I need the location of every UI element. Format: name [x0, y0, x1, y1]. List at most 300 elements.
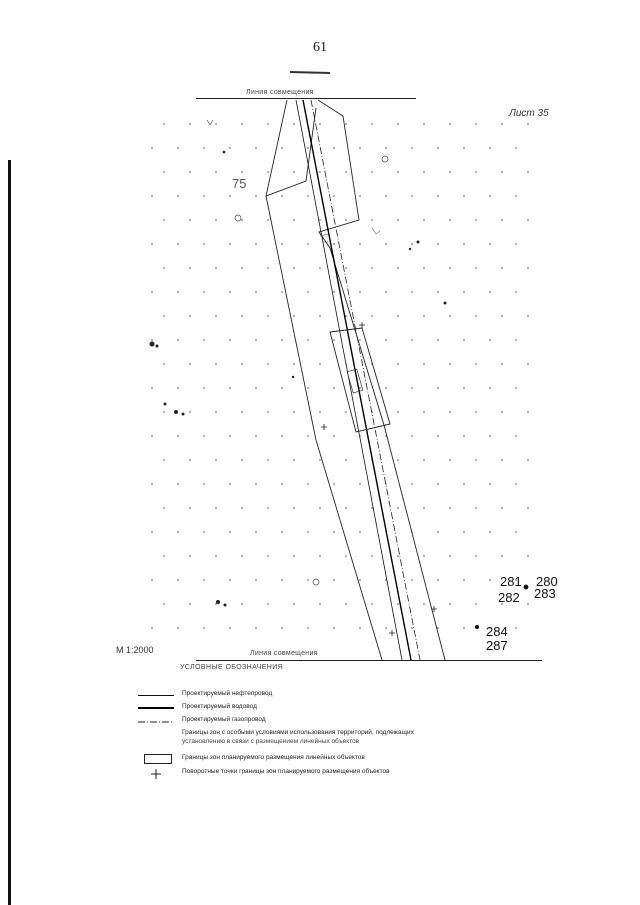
terrain-dot: [189, 267, 191, 269]
terrain-dot: [151, 387, 153, 389]
terrain-dot: [489, 339, 491, 341]
terrain-dot: [281, 387, 283, 389]
legend-label: Проектируемый газопровод: [182, 716, 266, 723]
terrain-dot: [255, 387, 257, 389]
terrain-dot: [163, 219, 165, 221]
terrain-dot: [449, 363, 451, 365]
terrain-dot: [177, 579, 179, 581]
terrain-dot: [359, 579, 361, 581]
terrain-dot: [527, 363, 529, 365]
terrain-dot: [437, 627, 439, 629]
terrain-dot: [449, 171, 451, 173]
terrain-dot: [189, 315, 191, 317]
terrain-dot: [397, 603, 399, 605]
terrain-dot: [203, 147, 205, 149]
legend-item-turning-points: [138, 767, 468, 779]
terrain-dot: [281, 483, 283, 485]
terrain-dot: [293, 315, 295, 317]
terrain-dot: [489, 243, 491, 245]
terrain-dot: [501, 123, 503, 125]
terrain-dot: [501, 267, 503, 269]
terrain-dot: [359, 195, 361, 197]
terrain-dot: [281, 147, 283, 149]
terrain-dot: [463, 627, 465, 629]
sheet-label: Лист 35: [509, 108, 549, 119]
terrain-dot: [267, 315, 269, 317]
terrain-dot: [527, 219, 529, 221]
terrain-dot: [463, 147, 465, 149]
terrain-dot: [411, 483, 413, 485]
terrain-dot: [515, 531, 517, 533]
terrain-dot: [397, 363, 399, 365]
terrain-dot: [345, 459, 347, 461]
terrain-dot: [177, 483, 179, 485]
terrain-dot: [345, 123, 347, 125]
point-label-280: 280: [536, 574, 558, 589]
legend-symbol-rect: [138, 753, 174, 765]
terrain-dot: [215, 219, 217, 221]
terrain-dot: [333, 435, 335, 437]
legend-label: Поворотные точки границы зон планируемого размещения объектов: [182, 768, 390, 775]
terrain-dot: [255, 147, 257, 149]
terrain-dot: [385, 243, 387, 245]
terrain-dot: [319, 507, 321, 509]
terrain-dot: [411, 147, 413, 149]
terrain-dot: [385, 291, 387, 293]
terrain-dot: [515, 483, 517, 485]
terrain-dot: [293, 219, 295, 221]
terrain-dot: [163, 459, 165, 461]
terrain-dot: [319, 459, 321, 461]
terrain-dot: [515, 339, 517, 341]
terrain-dot: [267, 123, 269, 125]
legend-label: Проектируемый нефтепровод: [182, 690, 273, 697]
terrain-dot: [501, 555, 503, 557]
cross-icon: [138, 767, 174, 779]
terrain-dot: [385, 195, 387, 197]
terrain-dot: [281, 339, 283, 341]
legend-label: Границы зон планируемого размещения линейных объектов: [182, 754, 365, 761]
terrain-dot: [267, 267, 269, 269]
terrain-dot: [319, 315, 321, 317]
terrain-dot: [215, 123, 217, 125]
terrain-dot: [229, 339, 231, 341]
terrain-dot: [423, 219, 425, 221]
terrain-dot: [307, 339, 309, 341]
terrain-dot: [489, 147, 491, 149]
point-label-282: 282: [498, 590, 520, 605]
legend-item-zone-boundaries: [138, 728, 468, 750]
terrain-dot: [189, 219, 191, 221]
terrain-dot: [475, 219, 477, 221]
terrain-dot: [359, 531, 361, 533]
terrain-dot: [267, 411, 269, 413]
terrain-dot: [203, 483, 205, 485]
terrain-dot: [229, 627, 231, 629]
terrain-dot: [333, 387, 335, 389]
terrain-dot: [293, 123, 295, 125]
terrain-dot: [411, 195, 413, 197]
terrain-dot: [255, 579, 257, 581]
terrain-dot: [527, 171, 529, 173]
terrain-dot: [397, 411, 399, 413]
terrain-dot: [177, 195, 179, 197]
terrain-dot: [229, 291, 231, 293]
terrain-dot: [163, 507, 165, 509]
terrain-dot: [463, 195, 465, 197]
terrain-dot: [345, 603, 347, 605]
terrain-dot: [151, 627, 153, 629]
terrain-dot: [177, 387, 179, 389]
terrain-dot: [449, 219, 451, 221]
terrain-dot: [229, 531, 231, 533]
terrain-dot: [189, 459, 191, 461]
legend-label: Границы зон с особыми условиями использования территорий, подлежащих: [182, 729, 414, 736]
terrain-dot: [215, 507, 217, 509]
terrain-dot: [385, 147, 387, 149]
terrain-dot: [463, 435, 465, 437]
legend-symbol-dash-dot-line: [138, 715, 174, 727]
terrain-dot: [293, 603, 295, 605]
terrain-dot: [241, 267, 243, 269]
terrain-dot: [489, 195, 491, 197]
terrain-dot: [489, 579, 491, 581]
terrain-dot: [307, 243, 309, 245]
terrain-dot: [397, 507, 399, 509]
terrain-dot: [449, 123, 451, 125]
terrain-dot: [333, 579, 335, 581]
terrain-dot: [359, 387, 361, 389]
terrain-dot: [397, 123, 399, 125]
terrain-dot: [215, 459, 217, 461]
terrain-dot: [371, 267, 373, 269]
terrain-dot: [463, 291, 465, 293]
terrain-dot: [177, 147, 179, 149]
point-label-283: 283: [534, 586, 556, 601]
terrain-dot: [437, 339, 439, 341]
terrain-dot: [333, 531, 335, 533]
terrain-dot: [151, 339, 153, 341]
terrain-dot: [437, 195, 439, 197]
terrain-dot: [359, 291, 361, 293]
terrain-dot: [281, 435, 283, 437]
terrain-dot: [345, 411, 347, 413]
terrain-dot: [229, 579, 231, 581]
terrain-dot: [241, 459, 243, 461]
terrain-dot: [449, 459, 451, 461]
terrain-dot: [423, 315, 425, 317]
terrain-dot: [501, 171, 503, 173]
terrain-dot: [151, 243, 153, 245]
terrain-dot: [241, 555, 243, 557]
terrain-dot: [215, 315, 217, 317]
terrain-dot: [189, 123, 191, 125]
terrain-dot: [489, 435, 491, 437]
terrain-dot: [177, 291, 179, 293]
terrain-dot: [215, 603, 217, 605]
terrain-dot: [281, 291, 283, 293]
terrain-dot: [281, 531, 283, 533]
terrain-dot: [281, 627, 283, 629]
terrain-dot: [215, 363, 217, 365]
terrain-dot: [501, 459, 503, 461]
terrain-dot: [411, 339, 413, 341]
terrain-dot: [463, 243, 465, 245]
terrain-dot: [281, 579, 283, 581]
terrain-dot: [177, 627, 179, 629]
terrain-dot: [267, 459, 269, 461]
terrain-dot: [293, 459, 295, 461]
terrain-dot: [385, 387, 387, 389]
terrain-dot: [281, 195, 283, 197]
terrain-dot: [527, 507, 529, 509]
terrain-dot: [293, 171, 295, 173]
terrain-dot: [423, 555, 425, 557]
terrain-dot: [163, 315, 165, 317]
terrain-dot: [411, 435, 413, 437]
terrain-dot: [281, 243, 283, 245]
terrain-dot: [449, 267, 451, 269]
terrain-dot: [515, 387, 517, 389]
terrain-dot: [163, 603, 165, 605]
terrain-dot: [307, 531, 309, 533]
terrain-dot: [203, 579, 205, 581]
legend-item-water-pipeline: [138, 702, 468, 714]
terrain-dot: [359, 627, 361, 629]
terrain-dot: [229, 195, 231, 197]
terrain-dot: [437, 531, 439, 533]
terrain-dot: [163, 267, 165, 269]
terrain-dot: [319, 267, 321, 269]
page-number: 61: [313, 40, 327, 55]
terrain-dot: [411, 291, 413, 293]
terrain-dot: [489, 387, 491, 389]
terrain-dot: [229, 243, 231, 245]
terrain-dot: [177, 243, 179, 245]
legend-item-oil-pipeline: [138, 689, 468, 701]
terrain-dot: [333, 291, 335, 293]
terrain-dot: [411, 579, 413, 581]
terrain-dot: [241, 603, 243, 605]
terrain-dot: [255, 195, 257, 197]
terrain-dot: [489, 483, 491, 485]
terrain-dot: [527, 603, 529, 605]
terrain-dot: [163, 555, 165, 557]
terrain-dot: [527, 315, 529, 317]
terrain-dot: [515, 147, 517, 149]
terrain-dot: [151, 147, 153, 149]
terrain-dot: [437, 387, 439, 389]
terrain-dot: [189, 603, 191, 605]
terrain-dot: [293, 555, 295, 557]
terrain-dot: [397, 315, 399, 317]
terrain-dot: [411, 387, 413, 389]
terrain-dot: [203, 435, 205, 437]
terrain-dot: [319, 171, 321, 173]
terrain-dot: [501, 411, 503, 413]
terrain-dot: [293, 411, 295, 413]
terrain-dot: [151, 435, 153, 437]
terrain-dot: [371, 603, 373, 605]
terrain-dot: [241, 315, 243, 317]
terrain-dot: [163, 123, 165, 125]
terrain-dot: [345, 171, 347, 173]
terrain-dot: [203, 291, 205, 293]
terrain-dot: [475, 363, 477, 365]
terrain-dot: [371, 507, 373, 509]
oil-pipeline: [296, 100, 402, 660]
terrain-dot: [319, 411, 321, 413]
terrain-dot: [371, 315, 373, 317]
terrain-dot: [241, 363, 243, 365]
terrain-dot: [241, 411, 243, 413]
terrain-dot: [307, 291, 309, 293]
terrain-dot: [397, 459, 399, 461]
terrain-dot: [359, 339, 361, 341]
terrain-dot: [527, 411, 529, 413]
terrain-dot: [241, 171, 243, 173]
terrain-dot: [255, 291, 257, 293]
terrain-dot: [267, 171, 269, 173]
terrain-dot: [241, 219, 243, 221]
terrain-dot: [359, 243, 361, 245]
terrain-dot: [501, 315, 503, 317]
terrain-dot: [489, 531, 491, 533]
terrain-dot: [241, 507, 243, 509]
zone-boundary-right: [318, 100, 445, 660]
terrain-dot: [255, 243, 257, 245]
terrain-dot: [333, 195, 335, 197]
map-scale: М 1:2000: [116, 645, 154, 655]
terrain-dot: [449, 555, 451, 557]
terrain-dot: [177, 531, 179, 533]
terrain-dot: [463, 483, 465, 485]
legend-symbol-thick-line: [138, 702, 174, 714]
terrain-dot: [359, 483, 361, 485]
terrain-dot: [307, 579, 309, 581]
legend-item-gas-pipeline: [138, 715, 468, 727]
terrain-dot: [319, 123, 321, 125]
terrain-dot: [423, 171, 425, 173]
terrain-dot: [475, 123, 477, 125]
terrain-dot: [255, 483, 257, 485]
terrain-dot: [437, 435, 439, 437]
terrain-dot: [345, 219, 347, 221]
terrain-dot: [475, 171, 477, 173]
terrain-dot: [437, 291, 439, 293]
terrain-dot: [371, 123, 373, 125]
point-label-284: 284: [486, 624, 508, 639]
terrain-dot: [215, 555, 217, 557]
terrain-dot: [515, 243, 517, 245]
terrain-dot: [307, 435, 309, 437]
terrain-dot: [423, 267, 425, 269]
terrain-dot: [475, 267, 477, 269]
terrain-dot: [345, 555, 347, 557]
terrain-dot: [189, 171, 191, 173]
terrain-dot: [203, 627, 205, 629]
terrain-dot: [423, 411, 425, 413]
terrain-dot: [267, 603, 269, 605]
terrain-dot: [515, 627, 517, 629]
terrain-dot: [515, 195, 517, 197]
terrain-dot: [163, 171, 165, 173]
terrain-dot: [397, 171, 399, 173]
terrain-dot: [151, 195, 153, 197]
legend-label: Проектируемый водовод: [182, 703, 257, 710]
terrain-dot: [463, 387, 465, 389]
legend-symbol-thin-line: [138, 689, 174, 701]
terrain-dot: [475, 411, 477, 413]
terrain-dot: [319, 555, 321, 557]
terrain-dot: [333, 483, 335, 485]
terrain-dot: [267, 507, 269, 509]
legend-item-placement-zone: [138, 753, 468, 765]
terrain-dot: [345, 267, 347, 269]
terrain-dot: [203, 243, 205, 245]
terrain-dot: [437, 579, 439, 581]
terrain-dot: [527, 459, 529, 461]
terrain-dot: [437, 483, 439, 485]
point-label-281: 281: [500, 574, 522, 589]
terrain-dot: [423, 363, 425, 365]
terrain-dot: [397, 267, 399, 269]
terrain-dot: [255, 339, 257, 341]
terrain-dot: [293, 507, 295, 509]
terrain-dot: [345, 507, 347, 509]
terrain-dot: [475, 315, 477, 317]
terrain-dot: [411, 243, 413, 245]
terrain-dot: [215, 171, 217, 173]
terrain-dot: [203, 339, 205, 341]
terrain-dot: [163, 363, 165, 365]
terrain-dot: [359, 147, 361, 149]
terrain-dot: [437, 243, 439, 245]
gas-pipeline: [311, 100, 420, 660]
terrain-dot: [229, 387, 231, 389]
terrain-dot: [501, 219, 503, 221]
terrain-dot: [215, 267, 217, 269]
terrain-dot: [255, 435, 257, 437]
terrain-dot: [255, 627, 257, 629]
terrain-dot: [333, 243, 335, 245]
terrain-dot: [319, 603, 321, 605]
terrain-dot: [189, 555, 191, 557]
terrain-dot: [333, 147, 335, 149]
terrain-dot: [411, 627, 413, 629]
terrain-dot: [527, 123, 529, 125]
terrain-dot: [151, 483, 153, 485]
terrain-dot: [293, 363, 295, 365]
parcel-number-label: 75: [232, 176, 247, 191]
terrain-dot: [255, 531, 257, 533]
terrain-dot: [307, 147, 309, 149]
terrain-dot: [527, 555, 529, 557]
terrain-dot: [371, 555, 373, 557]
terrain-dot: [151, 291, 153, 293]
terrain-dot: [423, 603, 425, 605]
terrain-dot: [463, 531, 465, 533]
terrain-dot: [475, 507, 477, 509]
terrain-dot: [293, 267, 295, 269]
terrain-dot: [371, 171, 373, 173]
terrain-dot: [371, 219, 373, 221]
terrain-dot: [307, 483, 309, 485]
top-boundary-label: Линия совмещения: [246, 89, 314, 96]
terrain-dot: [501, 363, 503, 365]
legend-title: УСЛОВНЫЕ ОБОЗНАЧЕНИЯ: [180, 664, 284, 671]
terrain-dot: [475, 603, 477, 605]
